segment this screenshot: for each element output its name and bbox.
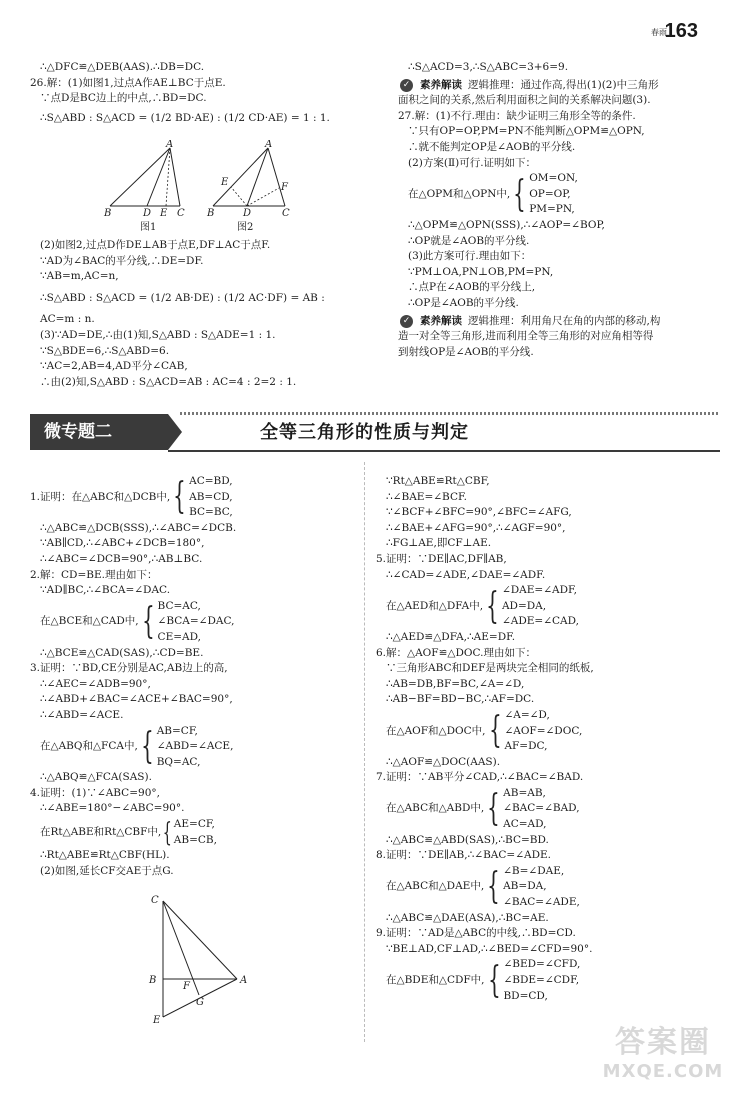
svg-text:B: B xyxy=(149,975,157,986)
text-line: 在Rt△ABE和Rt△CBF中, xyxy=(40,825,162,838)
text-line: ∴OP是∠AOB的平分线. xyxy=(408,296,519,309)
equation-system: 在△AOF和△DOC中, { ∠A=∠D, ∠AOF=∠DOC, AF=DC, xyxy=(376,708,721,755)
condition: AB=AB, xyxy=(503,786,546,799)
svg-text:A: A xyxy=(166,140,174,150)
text-line: ∵AB=m,AC=n, xyxy=(40,270,119,283)
question-2-title: 2.解：CD=BE.理由如下： xyxy=(30,568,158,581)
condition: AC=AD, xyxy=(503,818,547,831)
condition: BC=BC, xyxy=(189,506,233,519)
text-line: ∵点D是BC边上的中点,∴BD=DC. xyxy=(40,92,207,105)
condition: OP=OP, xyxy=(529,187,571,200)
condition: BQ=AC, xyxy=(156,755,201,768)
text-line: ∵只有OP=OP,PM=PN不能判断△OPM≌△OPN, xyxy=(408,125,645,138)
text-line: ∵S△BDE=6,∴S△ABD=6. xyxy=(40,344,170,357)
equation-system: 在△AED和△DFA中, { ∠DAE=∠ADF, AD=DA, ∠ADE=∠CAD, xyxy=(376,583,721,630)
note-label: 素养解读 xyxy=(420,314,462,327)
text-line: ∴∠AEC=∠ADB=90°, xyxy=(40,677,151,690)
text-line: ∴∠ABD+∠BAC=∠ACE+∠BAC=90°, xyxy=(40,693,233,706)
text-line: ∵AD为∠BAC的平分线,∴DE=DF. xyxy=(40,254,204,267)
equation-system: 在△OPM和△OPN中, { OM=ON, OP=OP, PM=PN, xyxy=(398,171,728,218)
condition: CE=AD, xyxy=(157,630,202,643)
text-line: ∴△OPM≌△OPN(SSS),∴∠AOP=∠BOP, xyxy=(408,218,605,231)
text-line: AC=m : n. xyxy=(40,313,95,326)
lower-right-column xyxy=(376,474,721,1004)
text-line: ∴△ABC≌△DAE(ASA),∴BC=AE. xyxy=(386,911,549,924)
page-mark: 春雨 xyxy=(651,28,667,37)
note-text: 逻辑推理：通过作高,得出(1)(2)中三角形 xyxy=(468,78,659,91)
watermark-text: 答案圈 xyxy=(615,1025,711,1060)
condition: PM=PN, xyxy=(529,203,575,216)
condition: ∠BCA=∠DAC, xyxy=(157,615,235,628)
watermark-logo xyxy=(598,1017,728,1082)
text-line: ∵BE⊥AD,CF⊥AD,∴∠BED=∠CFD=90°. xyxy=(386,942,593,955)
note-text-cont: 造一对全等三角形,进而利用全等三角形的对应角相等得 xyxy=(398,330,654,343)
question-8-title: 8.证明：∵DE∥AB,∴∠BAC=∠ADE. xyxy=(376,849,551,862)
condition: ∠ADE=∠CAD, xyxy=(501,615,579,628)
equation-system: 1.证明：在△ABC和△DCB中, { AC=BD, AB=CD, BC=BC, xyxy=(30,474,360,521)
condition: ∠DAE=∠ADF, xyxy=(501,584,577,597)
text-line: ∴S△ACD=3,∴S△ABC=3+6=9. xyxy=(408,61,569,73)
condition: AB=CD, xyxy=(189,490,233,503)
text-line: ∵AB∥CD,∴∠ABC+∠DCB=180°, xyxy=(40,537,205,550)
page-number: 163 xyxy=(664,20,698,42)
text-line: ∵三角形ABC和DEF是两块完全相同的纸板, xyxy=(386,662,594,675)
text-line: ∵PM⊥OA,PN⊥OB,PM=PN, xyxy=(408,265,554,278)
note-text: 逻辑推理：利用角尺在角的内部的移动,构 xyxy=(468,314,661,327)
text-line: ∴Rt△ABE≌Rt△CBF(HL). xyxy=(40,849,170,862)
equation-system: 在△BDE和△CDF中, { ∠BED=∠CFD, ∠BDE=∠CDF, BD=CD, xyxy=(376,957,721,1004)
text-line: ∴由(2)知,S△ABD : S△ACD=AB : AC=4 : 2=2 : 1. xyxy=(40,375,297,388)
condition: BD=CD, xyxy=(503,989,548,1002)
question-26-title: 26.解：(1)如图1,过点A作AE⊥BC于点E. xyxy=(30,76,226,89)
figure-2 xyxy=(205,140,305,236)
text-line: (2)方案(Ⅱ)可行.证明如下： xyxy=(408,156,537,169)
condition: BC=AC, xyxy=(157,599,201,612)
note-literacy-2 xyxy=(398,314,728,330)
text-line: ∴点P在∠AOB的平分线上, xyxy=(408,281,536,294)
condition: ∠ABD=∠ACE, xyxy=(156,740,234,753)
section-banner xyxy=(30,410,720,454)
text-line: ∵AD∥BC,∴∠BCA=∠DAC. xyxy=(40,584,171,597)
text-line: ∵Rt△ABE≌Rt△CBF, xyxy=(386,475,490,487)
condition: ∠AOF=∠DOC, xyxy=(504,724,583,737)
check-icon: ✓ xyxy=(400,79,413,92)
text-line: ∴∠ABC=∠DCB=90°,∴AB⊥BC. xyxy=(40,552,203,565)
question-6-title: 6.解：△AOF≌△DOC.理由如下： xyxy=(376,646,536,659)
svg-text:E: E xyxy=(153,1015,161,1026)
note-label: 素养解读 xyxy=(420,78,462,91)
svg-text:D: D xyxy=(143,208,152,219)
text-line: 在△ABC和△ABD中, xyxy=(386,802,485,815)
lower-left-column xyxy=(30,474,360,879)
figure-q4 xyxy=(145,893,255,1032)
watermark-url: MXQE.COM xyxy=(602,1061,724,1082)
condition: ∠A=∠D, xyxy=(504,708,550,721)
text-line: ∴△ABQ≌△FCA(SAS). xyxy=(40,771,152,784)
svg-text:A: A xyxy=(240,975,248,986)
svg-text:B: B xyxy=(207,208,215,219)
area-ratio-formula: ∴S△ABD : S△ACD = (1/2 AB·DE) : (1/2 AC·DF) = AB : xyxy=(40,291,325,304)
text-line: ∴△AED≌△DFA,∴AE=DF. xyxy=(386,630,516,643)
condition: AD=DA, xyxy=(501,599,547,612)
figure-2-caption: 图2 xyxy=(237,222,254,232)
equation-system: 在△ABC和△ABD中, { AB=AB, ∠BAC=∠BAD, AC=AD, xyxy=(376,786,721,833)
text-line: (2)如图,延长CF交AE于点G. xyxy=(40,864,174,877)
section-tab: 微专题二 xyxy=(30,414,168,450)
area-ratio-formula: ∴S△ABD : S△ACD = (1/2 BD·AE) : (1/2 CD·AE) = 1 : 1. xyxy=(40,111,330,124)
svg-text:E: E xyxy=(221,177,229,188)
text-line: ∴就不能判定OP是∠AOB的平分线. xyxy=(408,140,576,153)
note-literacy-1 xyxy=(398,78,728,94)
condition: AB=CB, xyxy=(173,833,217,846)
question-5-title: 5.证明：∵DE∥AC,DF∥AB, xyxy=(376,552,507,565)
equation-system: 在△BCE和△CAD中, { BC=AC, ∠BCA=∠DAC, CE=AD, xyxy=(30,599,360,646)
condition: ∠BDE=∠CDF, xyxy=(503,974,580,986)
svg-text:B: B xyxy=(104,208,112,219)
question-27-title: 27.解：(1)不行.理由：缺少证明三角形全等的条件. xyxy=(398,109,636,122)
svg-text:C: C xyxy=(177,208,185,219)
text-line: ∴∠CAD=∠ADE,∠DAE=∠ADF. xyxy=(386,568,546,581)
svg-text:F: F xyxy=(281,182,288,193)
top-left-column xyxy=(30,60,360,126)
equation-system: 在△ABC和△DAE中, { ∠B=∠DAE, AB=DA, ∠BAC=∠ADE, xyxy=(376,864,721,911)
text-line: 在△BDE和△CDF中, xyxy=(386,974,485,986)
text-line: 在△BCE和△CAD中, xyxy=(40,615,139,628)
text-line: ∴△BCE≌△CAD(SAS),∴CD=BE. xyxy=(40,646,204,659)
text-line: 在△ABC和△DAE中, xyxy=(386,880,485,893)
text-line: ∴△DFC≌△DEB(AAS).∴DB=DC. xyxy=(40,61,205,73)
column-divider xyxy=(364,462,365,1042)
condition: AB=CF, xyxy=(156,724,198,737)
svg-text:F: F xyxy=(183,981,190,992)
condition: AC=BD, xyxy=(189,475,233,487)
question-4-title: 4.证明：(1)∵∠ABC=90°, xyxy=(30,786,160,799)
top-left-column-2 xyxy=(30,238,365,390)
note-text-cont: 到射线OP是∠AOB的平分线. xyxy=(398,345,534,358)
text-line: ∴△AOF≌△DOC(AAS). xyxy=(386,755,501,768)
text-line: 在△AED和△DFA中, xyxy=(386,599,484,612)
question-7-title: 7.证明：∵AB平分∠CAD,∴∠BAC=∠BAD. xyxy=(376,771,584,784)
text-line: ∵∠BCF+∠BFC=90°,∠BFC=∠AFG, xyxy=(386,506,572,519)
condition: OM=ON, xyxy=(529,172,578,185)
text-line: ∴△ABC≌△DCB(SSS),∴∠ABC=∠DCB. xyxy=(40,521,237,534)
text-line: ∴∠ABE=180°−∠ABC=90°. xyxy=(40,802,185,815)
question-9-title: 9.证明：∵AD是△ABC的中线,∴BD=CD. xyxy=(376,927,576,940)
condition: ∠B=∠DAE, xyxy=(503,864,565,877)
condition: AB=DA, xyxy=(503,880,547,893)
check-icon: ✓ xyxy=(400,315,413,328)
figure-1-caption: 图1 xyxy=(140,222,157,232)
text-line: ∴∠BAE=∠BCF. xyxy=(386,490,467,503)
text-line: 在△AOF和△DOC中, xyxy=(386,724,486,737)
condition: ∠BAC=∠ADE, xyxy=(503,896,580,909)
text-line: ∴AB−BF=BD−BC,∴AF=DC. xyxy=(386,693,535,706)
text-line: ∴FG⊥AE,即CF⊥AE. xyxy=(386,537,492,550)
note-text-cont: 面积之间的关系,然后利用面积之间的关系解决问题(3). xyxy=(398,94,651,107)
text-line: ∴AB=DB,BF=BC,∠A=∠D, xyxy=(386,677,525,690)
section-title: 全等三角形的性质与判定 xyxy=(260,422,469,443)
equation-system: 在△ABQ和△FCA中, { AB=CF, ∠ABD=∠ACE, BQ=AC, xyxy=(30,724,360,771)
svg-text:E: E xyxy=(160,208,168,219)
question-3-title: 3.证明：∵BD,CE分别是AC,AB边上的高, xyxy=(30,662,228,675)
top-right-column xyxy=(398,60,728,360)
condition: AF=DC, xyxy=(504,740,548,753)
svg-text:G: G xyxy=(196,997,204,1008)
text-line: (3)此方案可行.理由如下： xyxy=(408,250,532,263)
text-line: 在△OPM和△OPN中, xyxy=(408,187,511,200)
text-line: (2)如图2,过点D作DE⊥AB于点E,DF⊥AC于点F. xyxy=(40,239,271,251)
text-line: ∴∠BAE+∠AFG=90°,∴∠AGF=90°, xyxy=(386,521,566,534)
question-1-title: 1.证明：在△ABC和△DCB中, xyxy=(30,490,171,503)
text-line: ∴∠ABD=∠ACE. xyxy=(40,708,124,721)
text-line: 在△ABQ和△FCA中, xyxy=(40,740,138,753)
figure-1 xyxy=(100,140,210,236)
text-line: ∴△ABC≌△ABD(SAS),∴BC=BD. xyxy=(386,833,549,846)
text-line: ∵AC=2,AB=4,AD平分∠CAB, xyxy=(40,360,188,373)
condition: ∠BED=∠CFD, xyxy=(503,958,581,971)
svg-text:D: D xyxy=(243,208,252,219)
condition: AE=CF, xyxy=(173,818,215,831)
svg-text:A: A xyxy=(265,140,273,150)
svg-text:C: C xyxy=(151,895,159,906)
condition: ∠BAC=∠BAD, xyxy=(503,802,580,815)
svg-text:C: C xyxy=(282,208,290,219)
text-line: (3)∵AD=DE,∴由(1)知,S△ABD : S△ADE=1 : 1. xyxy=(40,328,276,341)
equation-system: 在Rt△ABE和Rt△CBF中, { AE=CF, AB=CB, xyxy=(40,817,217,848)
text-line: ∴OP就是∠AOB的平分线. xyxy=(408,234,530,247)
